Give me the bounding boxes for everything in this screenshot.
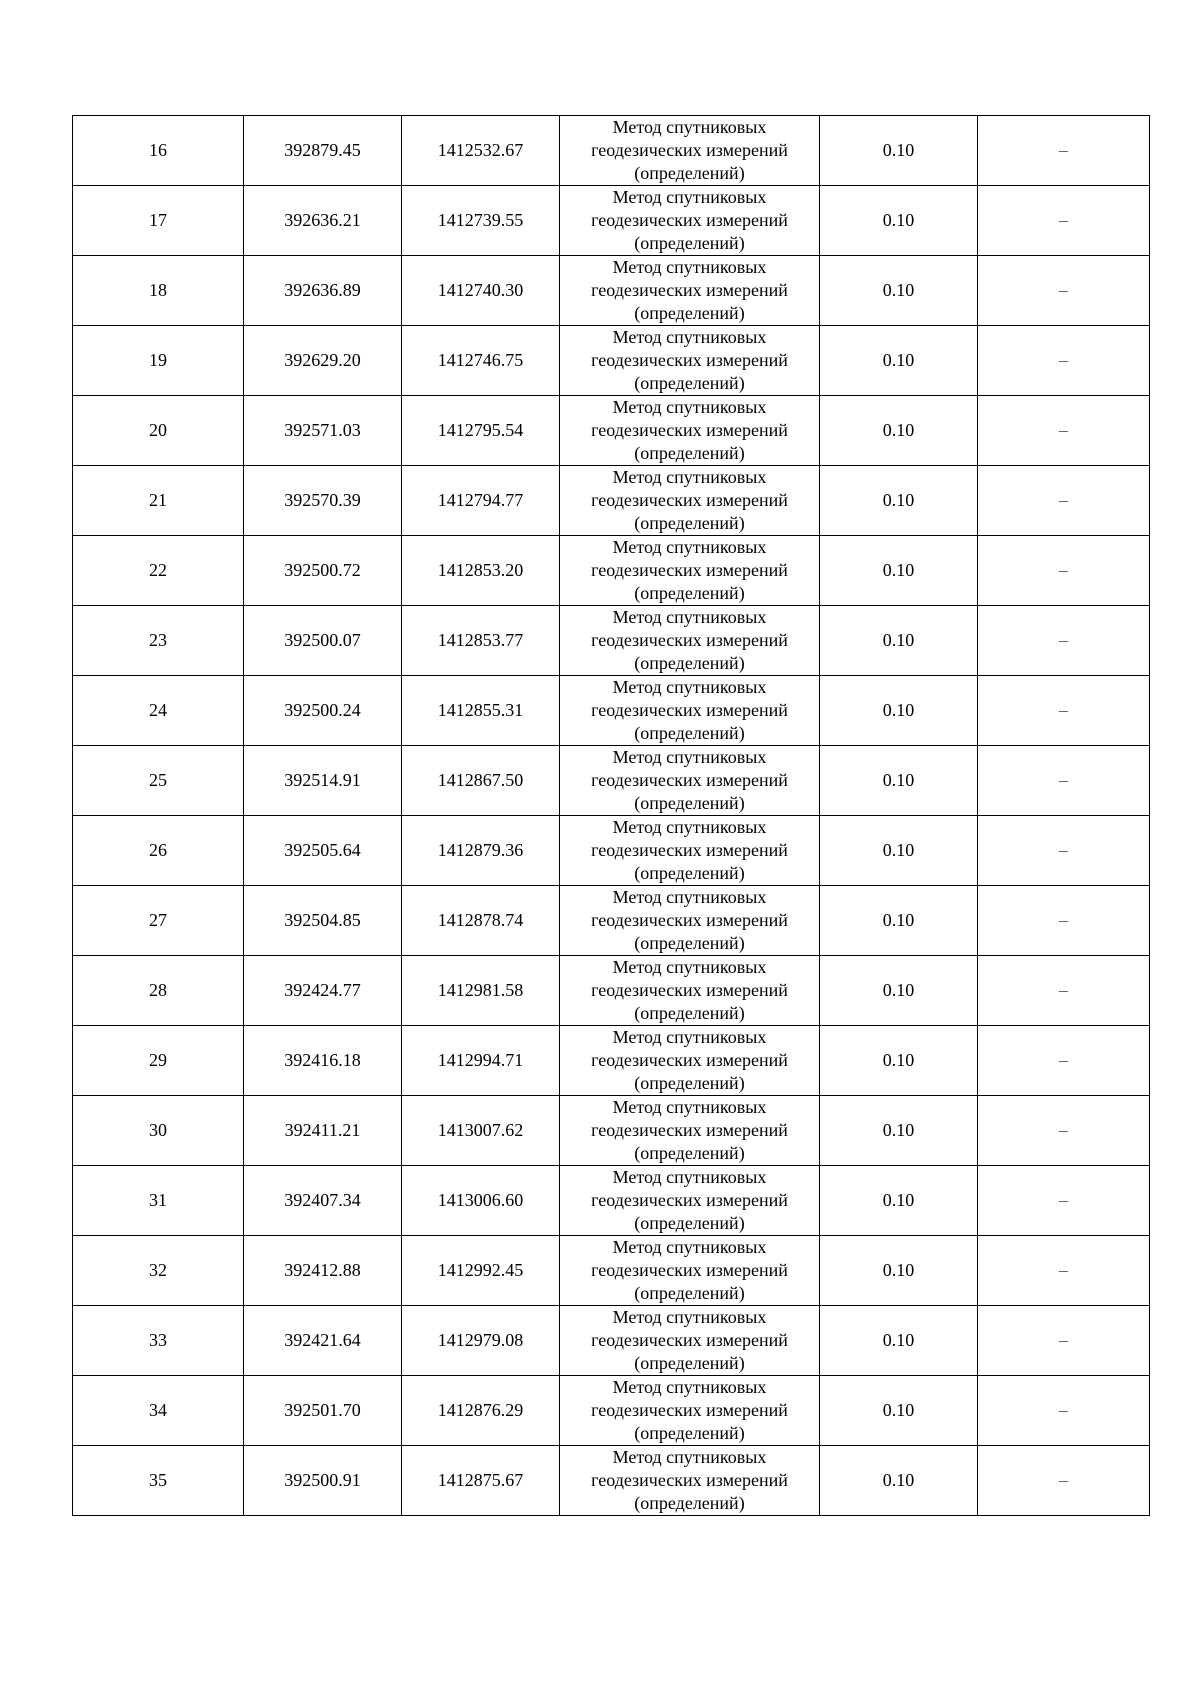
description-cell: – xyxy=(978,116,1150,186)
table-row xyxy=(73,396,1150,466)
method-text: Метод спутниковых геодезических измерений (определений) xyxy=(591,117,788,183)
x-coordinate-cell: 392411.21 xyxy=(244,1096,402,1166)
method-cell xyxy=(560,886,820,956)
x-coordinate-cell: 392879.45 xyxy=(244,116,402,186)
method-cell xyxy=(560,396,820,466)
accuracy-cell: 0.10 xyxy=(820,326,978,396)
description-cell: – xyxy=(978,466,1150,536)
description-cell: – xyxy=(978,1096,1150,1166)
method-cell xyxy=(560,1026,820,1096)
method-text: Метод спутниковых геодезических измерений (определений) xyxy=(591,607,788,673)
accuracy-cell: 0.10 xyxy=(820,816,978,886)
point-number-cell: 17 xyxy=(73,186,244,256)
description-cell: – xyxy=(978,1306,1150,1376)
description-cell: – xyxy=(978,1236,1150,1306)
point-number-cell: 19 xyxy=(73,326,244,396)
method-text: Метод спутниковых геодезических измерений (определений) xyxy=(591,187,788,253)
accuracy-cell: 0.10 xyxy=(820,466,978,536)
table-row xyxy=(73,116,1150,186)
x-coordinate-cell: 392424.77 xyxy=(244,956,402,1026)
method-cell xyxy=(560,326,820,396)
point-number-cell: 23 xyxy=(73,606,244,676)
accuracy-cell: 0.10 xyxy=(820,116,978,186)
y-coordinate-cell: 1412853.20 xyxy=(402,536,560,606)
y-coordinate-cell: 1412853.77 xyxy=(402,606,560,676)
y-coordinate-cell: 1412740.30 xyxy=(402,256,560,326)
accuracy-cell: 0.10 xyxy=(820,676,978,746)
method-cell xyxy=(560,466,820,536)
point-number-cell: 24 xyxy=(73,676,244,746)
method-cell xyxy=(560,1166,820,1236)
table-row xyxy=(73,536,1150,606)
y-coordinate-cell: 1413006.60 xyxy=(402,1166,560,1236)
table-row xyxy=(73,1306,1150,1376)
y-coordinate-cell: 1412739.55 xyxy=(402,186,560,256)
table-row xyxy=(73,816,1150,886)
y-coordinate-cell: 1412532.67 xyxy=(402,116,560,186)
point-number-cell: 25 xyxy=(73,746,244,816)
description-cell: – xyxy=(978,886,1150,956)
table-row xyxy=(73,886,1150,956)
point-number-cell: 20 xyxy=(73,396,244,466)
x-coordinate-cell: 392500.24 xyxy=(244,676,402,746)
x-coordinate-cell: 392504.85 xyxy=(244,886,402,956)
x-coordinate-cell: 392514.91 xyxy=(244,746,402,816)
method-text: Метод спутниковых геодезических измерений (определений) xyxy=(591,1167,788,1233)
description-cell: – xyxy=(978,816,1150,886)
point-number-cell: 32 xyxy=(73,1236,244,1306)
method-text: Метод спутниковых геодезических измерений (определений) xyxy=(591,747,788,813)
table-row xyxy=(73,676,1150,746)
description-cell: – xyxy=(978,186,1150,256)
table-row xyxy=(73,186,1150,256)
x-coordinate-cell: 392501.70 xyxy=(244,1376,402,1446)
x-coordinate-cell: 392500.72 xyxy=(244,536,402,606)
y-coordinate-cell: 1412795.54 xyxy=(402,396,560,466)
method-cell xyxy=(560,1236,820,1306)
table-row xyxy=(73,256,1150,326)
x-coordinate-cell: 392421.64 xyxy=(244,1306,402,1376)
table-row xyxy=(73,1446,1150,1516)
method-cell xyxy=(560,536,820,606)
x-coordinate-cell: 392412.88 xyxy=(244,1236,402,1306)
table-row xyxy=(73,1026,1150,1096)
y-coordinate-cell: 1412875.67 xyxy=(402,1446,560,1516)
method-cell xyxy=(560,1096,820,1166)
table-row xyxy=(73,1376,1150,1446)
method-cell xyxy=(560,186,820,256)
accuracy-cell: 0.10 xyxy=(820,1096,978,1166)
description-cell: – xyxy=(978,256,1150,326)
y-coordinate-cell: 1412879.36 xyxy=(402,816,560,886)
description-cell: – xyxy=(978,1446,1150,1516)
method-text: Метод спутниковых геодезических измерений (определений) xyxy=(591,327,788,393)
accuracy-cell: 0.10 xyxy=(820,956,978,1026)
table-row xyxy=(73,1096,1150,1166)
method-cell xyxy=(560,606,820,676)
accuracy-cell: 0.10 xyxy=(820,1446,978,1516)
point-number-cell: 33 xyxy=(73,1306,244,1376)
x-coordinate-cell: 392570.39 xyxy=(244,466,402,536)
description-cell: – xyxy=(978,746,1150,816)
x-coordinate-cell: 392500.91 xyxy=(244,1446,402,1516)
table-row xyxy=(73,466,1150,536)
method-text: Метод спутниковых геодезических измерений (определений) xyxy=(591,677,788,743)
description-cell: – xyxy=(978,1376,1150,1446)
point-number-cell: 22 xyxy=(73,536,244,606)
x-coordinate-cell: 392500.07 xyxy=(244,606,402,676)
method-cell xyxy=(560,1376,820,1446)
y-coordinate-cell: 1412746.75 xyxy=(402,326,560,396)
table-row xyxy=(73,746,1150,816)
method-text: Метод спутниковых геодезических измерений (определений) xyxy=(591,887,788,953)
method-cell xyxy=(560,676,820,746)
accuracy-cell: 0.10 xyxy=(820,606,978,676)
accuracy-cell: 0.10 xyxy=(820,1306,978,1376)
method-cell xyxy=(560,746,820,816)
method-text: Метод спутниковых геодезических измерений (определений) xyxy=(591,1447,788,1513)
description-cell: – xyxy=(978,676,1150,746)
method-text: Метод спутниковых геодезических измерений (определений) xyxy=(591,1097,788,1163)
point-number-cell: 30 xyxy=(73,1096,244,1166)
x-coordinate-cell: 392505.64 xyxy=(244,816,402,886)
y-coordinate-cell: 1412876.29 xyxy=(402,1376,560,1446)
point-number-cell: 34 xyxy=(73,1376,244,1446)
table-row xyxy=(73,606,1150,676)
x-coordinate-cell: 392629.20 xyxy=(244,326,402,396)
method-cell xyxy=(560,116,820,186)
y-coordinate-cell: 1413007.62 xyxy=(402,1096,560,1166)
description-cell: – xyxy=(978,1166,1150,1236)
x-coordinate-cell: 392407.34 xyxy=(244,1166,402,1236)
y-coordinate-cell: 1412981.58 xyxy=(402,956,560,1026)
y-coordinate-cell: 1412992.45 xyxy=(402,1236,560,1306)
table-row xyxy=(73,1236,1150,1306)
point-number-cell: 29 xyxy=(73,1026,244,1096)
point-number-cell: 18 xyxy=(73,256,244,326)
method-text: Метод спутниковых геодезических измерений (определений) xyxy=(591,1377,788,1443)
x-coordinate-cell: 392571.03 xyxy=(244,396,402,466)
method-text: Метод спутниковых геодезических измерений (определений) xyxy=(591,397,788,463)
point-number-cell: 35 xyxy=(73,1446,244,1516)
point-number-cell: 21 xyxy=(73,466,244,536)
method-cell xyxy=(560,1446,820,1516)
description-cell: – xyxy=(978,396,1150,466)
accuracy-cell: 0.10 xyxy=(820,536,978,606)
accuracy-cell: 0.10 xyxy=(820,186,978,256)
point-number-cell: 28 xyxy=(73,956,244,1026)
method-text: Метод спутниковых геодезических измерений (определений) xyxy=(591,1237,788,1303)
method-text: Метод спутниковых геодезических измерений (определений) xyxy=(591,467,788,533)
accuracy-cell: 0.10 xyxy=(820,746,978,816)
method-text: Метод спутниковых геодезических измерений (определений) xyxy=(591,1027,788,1093)
point-number-cell: 16 xyxy=(73,116,244,186)
table-row xyxy=(73,326,1150,396)
y-coordinate-cell: 1412855.31 xyxy=(402,676,560,746)
x-coordinate-cell: 392636.21 xyxy=(244,186,402,256)
method-cell xyxy=(560,816,820,886)
y-coordinate-cell: 1412878.74 xyxy=(402,886,560,956)
accuracy-cell: 0.10 xyxy=(820,256,978,326)
method-text: Метод спутниковых геодезических измерений (определений) xyxy=(591,957,788,1023)
method-cell xyxy=(560,956,820,1026)
description-cell: – xyxy=(978,606,1150,676)
x-coordinate-cell: 392416.18 xyxy=(244,1026,402,1096)
y-coordinate-cell: 1412794.77 xyxy=(402,466,560,536)
method-cell xyxy=(560,256,820,326)
point-number-cell: 26 xyxy=(73,816,244,886)
description-cell: – xyxy=(978,536,1150,606)
accuracy-cell: 0.10 xyxy=(820,396,978,466)
description-cell: – xyxy=(978,326,1150,396)
method-text: Метод спутниковых геодезических измерений (определений) xyxy=(591,537,788,603)
y-coordinate-cell: 1412979.08 xyxy=(402,1306,560,1376)
accuracy-cell: 0.10 xyxy=(820,886,978,956)
accuracy-cell: 0.10 xyxy=(820,1026,978,1096)
method-text: Метод спутниковых геодезических измерений (определений) xyxy=(591,257,788,323)
table-row xyxy=(73,956,1150,1026)
description-cell: – xyxy=(978,956,1150,1026)
table-row xyxy=(73,1166,1150,1236)
point-number-cell: 27 xyxy=(73,886,244,956)
coordinates-table-body xyxy=(73,116,1150,1516)
accuracy-cell: 0.10 xyxy=(820,1236,978,1306)
y-coordinate-cell: 1412994.71 xyxy=(402,1026,560,1096)
x-coordinate-cell: 392636.89 xyxy=(244,256,402,326)
method-text: Метод спутниковых геодезических измерений (определений) xyxy=(591,817,788,883)
coordinates-table xyxy=(72,115,1150,1516)
method-cell xyxy=(560,1306,820,1376)
description-cell: – xyxy=(978,1026,1150,1096)
accuracy-cell: 0.10 xyxy=(820,1166,978,1236)
accuracy-cell: 0.10 xyxy=(820,1376,978,1446)
y-coordinate-cell: 1412867.50 xyxy=(402,746,560,816)
method-text: Метод спутниковых геодезических измерений (определений) xyxy=(591,1307,788,1373)
point-number-cell: 31 xyxy=(73,1166,244,1236)
